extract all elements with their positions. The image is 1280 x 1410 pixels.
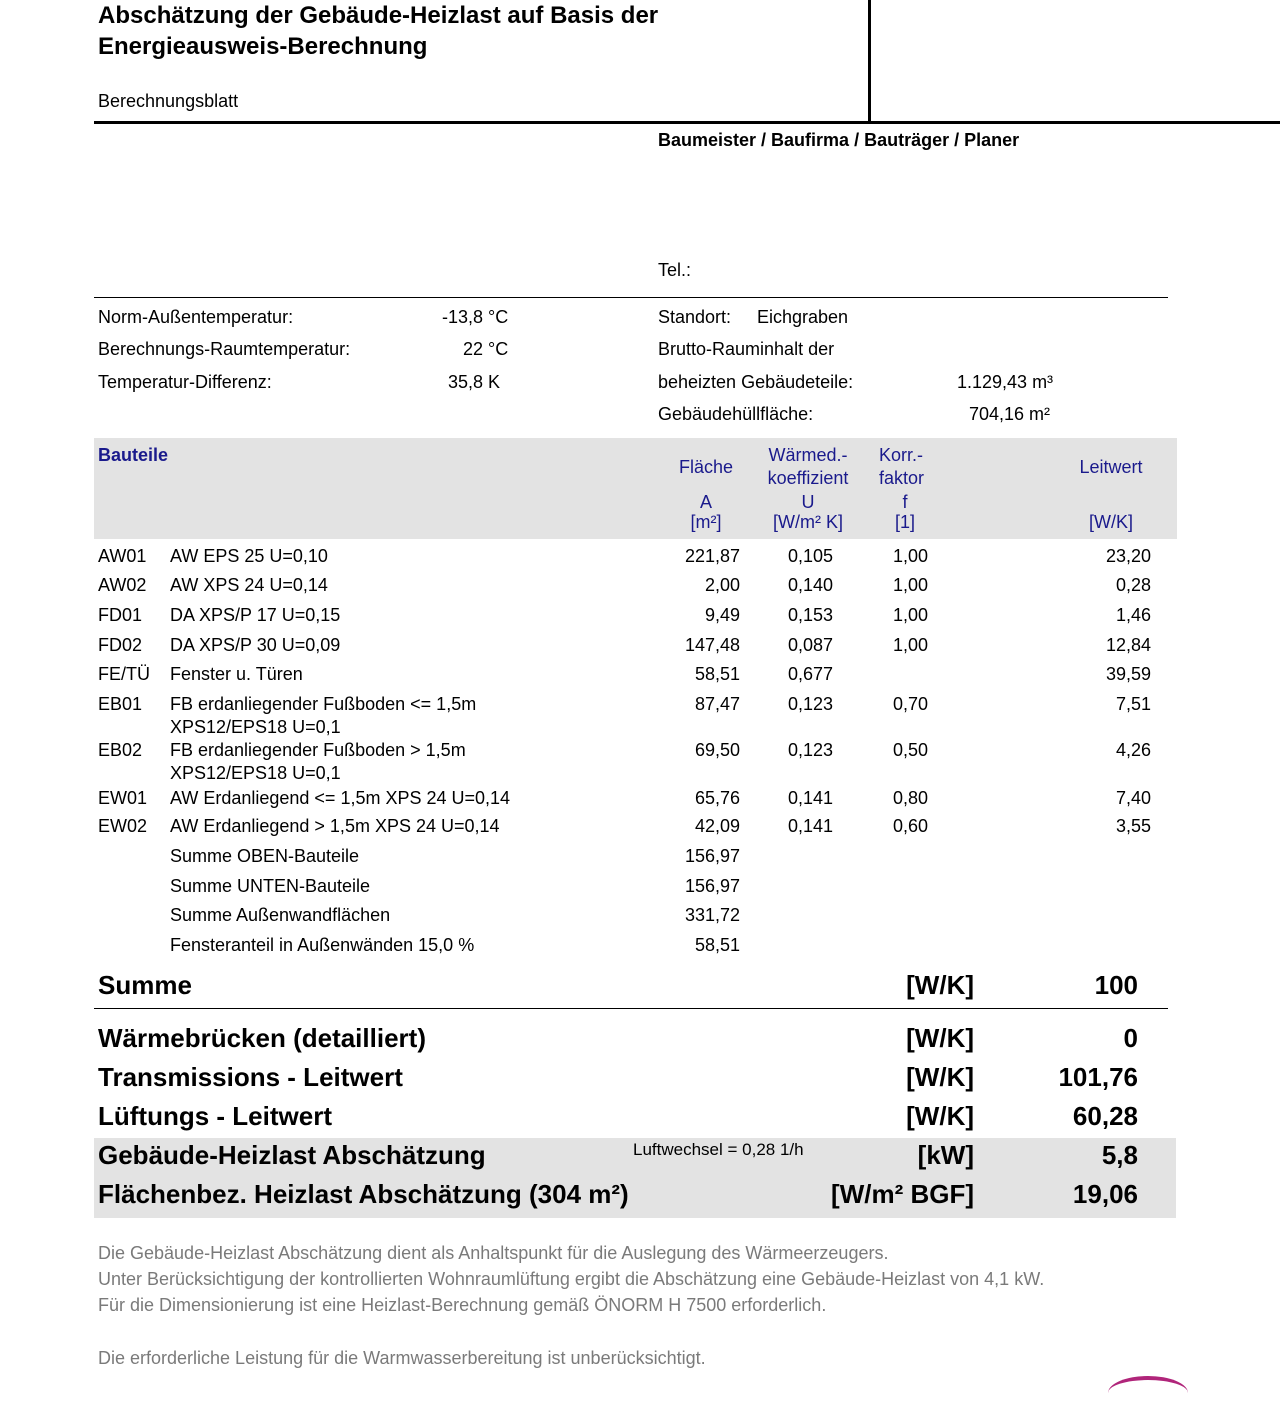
row-factor: 0,60 [892, 816, 928, 836]
table-header-band [94, 438, 1177, 539]
row-name: AW Erdanliegend > 1,5m XPS 24 U=0,14 [170, 816, 500, 836]
row-name: AW Erdanliegend <= 1,5m XPS 24 U=0,14 [170, 788, 511, 808]
volume-label-line1: Brutto-Rauminhalt der [658, 339, 835, 359]
temp-diff-unit: K [488, 372, 501, 392]
sum-area: 156,97 [684, 846, 740, 866]
sum-area: 58,51 [694, 935, 740, 955]
header-u-line2: koeffizient [767, 468, 849, 488]
waermebruecken-unit: [W/K] [906, 1023, 974, 1053]
row-area: 65,76 [694, 788, 740, 808]
outdoor-temp-label: Norm-Außentemperatur: [98, 307, 294, 327]
heizlast-label: Gebäude-Heizlast Abschätzung [98, 1140, 486, 1170]
brand-logo-icon [1108, 1376, 1188, 1410]
table-row [0, 786, 1280, 812]
row-code: EB01 [98, 694, 143, 714]
transmission-value: 101,76 [1058, 1062, 1138, 1092]
row-code: FE/TÜ [98, 664, 150, 684]
conditions-divider [94, 297, 1168, 298]
transmission-label: Transmissions - Leitwert [98, 1062, 403, 1092]
table-row [0, 738, 1280, 786]
row-area: 2,00 [704, 575, 740, 595]
note-line-3: Für die Dimensionierung ist eine Heizlast-Berechnung gemäß ÖNORM H 7500 erforderlich. [98, 1295, 827, 1315]
location-label: Standort: [658, 307, 732, 327]
sum-row [0, 874, 1280, 900]
temp-diff-value: 35,8 [447, 372, 483, 392]
heizlast-value: 5,8 [1101, 1140, 1138, 1170]
table-row [0, 573, 1280, 599]
outdoor-temp-unit: °C [488, 307, 509, 327]
row-leitwert: 1,46 [1115, 605, 1151, 625]
header-area: Fläche [678, 457, 734, 477]
row-u-value: 0,141 [787, 788, 833, 808]
header-f-line1: Korr.- [879, 445, 924, 465]
location-value: Eichgraben [757, 307, 849, 327]
page-title [98, 0, 658, 62]
row-name: Fenster u. Türen [170, 664, 303, 684]
table-row [0, 814, 1280, 840]
row-factor: 1,00 [892, 575, 928, 595]
row-area: 69,50 [694, 740, 740, 760]
room-temp-label: Berechnungs-Raumtemperatur: [98, 339, 351, 359]
row-factor: 0,50 [892, 740, 928, 760]
row-leitwert: 3,55 [1115, 816, 1151, 836]
header-bauteile: Bauteile [98, 445, 169, 465]
summe-value: 100 [1094, 970, 1138, 1000]
header-vertical-divider [868, 0, 871, 124]
row-u-value: 0,123 [787, 740, 833, 760]
row-code: FD01 [98, 605, 143, 625]
row-code: EW01 [98, 788, 148, 808]
sum-label: Fensteranteil in Außenwänden 15,0 % [170, 935, 475, 955]
row-name: AW XPS 24 U=0,14 [170, 575, 328, 595]
flaechen-heizlast-unit: [W/m² BGF] [831, 1179, 974, 1209]
outdoor-temp-value: -13,8 [441, 307, 483, 327]
table-row [0, 633, 1280, 659]
envelope-value: 704,16 m² [969, 404, 1051, 424]
header-f-symbol: f [902, 492, 908, 512]
row-code: EB02 [98, 740, 143, 760]
row-u-value: 0,141 [787, 816, 833, 836]
sum-label: Summe OBEN-Bauteile [170, 846, 360, 866]
sum-label: Summe UNTEN-Bauteile [170, 876, 371, 896]
sum-row [0, 903, 1280, 929]
row-area: 147,48 [684, 635, 740, 655]
row-factor: 0,80 [892, 788, 928, 808]
row-u-value: 0,123 [787, 694, 833, 714]
row-name: AW EPS 25 U=0,10 [170, 546, 328, 566]
row-u-value: 0,677 [787, 664, 833, 684]
waermebruecken-value: 0 [1123, 1023, 1138, 1053]
row-factor: 0,70 [892, 694, 928, 714]
row-code: AW02 [98, 575, 147, 595]
title-line-1: Abschätzung der Gebäude-Heizlast auf Basis der [98, 2, 659, 29]
tel-label: Tel.: [658, 260, 692, 280]
row-area: 42,09 [694, 816, 740, 836]
header-leitwert-unit: [W/K] [1089, 512, 1133, 532]
header-u-symbol: U [801, 492, 815, 512]
summe-unit: [W/K] [906, 970, 974, 1000]
row-code: AW01 [98, 546, 147, 566]
row-area: 87,47 [694, 694, 740, 714]
envelope-label: Gebäudehüllfläche: [658, 404, 814, 424]
sum-row [0, 933, 1280, 959]
row-leitwert: 12,84 [1105, 635, 1151, 655]
summe-divider [94, 1008, 1168, 1009]
volume-label-line2: beheizten Gebäudeteile: [658, 372, 854, 392]
room-temp-value: 22 [462, 339, 483, 359]
row-leitwert: 0,28 [1115, 575, 1151, 595]
row-leitwert: 7,40 [1115, 788, 1151, 808]
note-line-4: Die erforderliche Leistung für die Warmwasserbereitung ist unberücksichtigt. [98, 1348, 706, 1368]
lueftung-unit: [W/K] [906, 1101, 974, 1131]
row-name: FB erdanliegender Fußboden > 1,5m [170, 740, 466, 760]
table-row [0, 544, 1280, 570]
row-code: EW02 [98, 816, 148, 836]
lueftung-value: 60,28 [1072, 1101, 1138, 1131]
waermebruecken-label: Wärmebrücken (detailliert) [98, 1023, 426, 1053]
row-leitwert: 23,20 [1105, 546, 1151, 566]
lueftung-label: Lüftungs - Leitwert [98, 1101, 332, 1131]
room-temp-unit: °C [488, 339, 509, 359]
header-area-unit: [m²] [690, 512, 722, 532]
transmission-unit: [W/K] [906, 1062, 974, 1092]
table-row [0, 603, 1280, 629]
row-area: 9,49 [704, 605, 740, 625]
row-name-line2: XPS12/EPS18 U=0,1 [170, 717, 341, 737]
header-u-line1: Wärmed.- [768, 445, 848, 465]
header-leitwert: Leitwert [1079, 457, 1143, 477]
sum-row [0, 844, 1280, 870]
row-u-value: 0,153 [787, 605, 833, 625]
row-u-value: 0,105 [787, 546, 833, 566]
page-subtitle: Berechnungsblatt [98, 91, 239, 111]
header-area-symbol: A [699, 492, 712, 512]
row-code: FD02 [98, 635, 143, 655]
sum-area: 156,97 [684, 876, 740, 896]
title-line-2: Energieausweis-Berechnung [98, 33, 428, 60]
row-name: DA XPS/P 17 U=0,15 [170, 605, 341, 625]
row-u-value: 0,087 [787, 635, 833, 655]
note-line-1: Die Gebäude-Heizlast Abschätzung dient als Anhaltspunkt für die Auslegung des Wärmeerzeugers. [98, 1243, 889, 1263]
row-factor: 1,00 [892, 546, 928, 566]
row-leitwert: 39,59 [1105, 664, 1151, 684]
sum-area: 331,72 [684, 905, 740, 925]
party-label: Baumeister / Baufirma / Bauträger / Planer [658, 130, 1020, 150]
flaechen-heizlast-label: Flächenbez. Heizlast Abschätzung (304 m²) [98, 1179, 629, 1209]
note-line-2: Unter Berücksichtigung der kontrollierten Wohnraumlüftung ergibt die Abschätzung eine Gebäude-Heizlast von 4,1 kW. [98, 1269, 1045, 1289]
header-f-unit: [1] [894, 512, 915, 532]
row-name: DA XPS/P 30 U=0,09 [170, 635, 341, 655]
sum-label: Summe Außenwandflächen [170, 905, 391, 925]
table-row [0, 692, 1280, 740]
luftwechsel-note: Luftwechsel = 0,28 1/h [633, 1140, 804, 1159]
row-name-line2: XPS12/EPS18 U=0,1 [170, 763, 341, 783]
header-u-unit: [W/m² K] [773, 512, 843, 532]
header-divider [94, 121, 1280, 124]
heizlast-unit: [kW] [917, 1140, 974, 1170]
temp-diff-label: Temperatur-Differenz: [98, 372, 272, 392]
row-name: FB erdanliegender Fußboden <= 1,5m [170, 694, 477, 714]
row-u-value: 0,140 [787, 575, 833, 595]
row-leitwert: 7,51 [1115, 694, 1151, 714]
flaechen-heizlast-value: 19,06 [1072, 1179, 1138, 1209]
row-factor: 1,00 [892, 635, 928, 655]
row-factor: 1,00 [892, 605, 928, 625]
volume-value: 1.129,43 m³ [957, 372, 1054, 392]
row-area: 221,87 [684, 546, 740, 566]
row-leitwert: 4,26 [1115, 740, 1151, 760]
row-area: 58,51 [694, 664, 740, 684]
table-row [0, 662, 1280, 688]
summe-label: Summe [98, 970, 192, 1000]
header-f-line2: faktor [879, 468, 925, 488]
